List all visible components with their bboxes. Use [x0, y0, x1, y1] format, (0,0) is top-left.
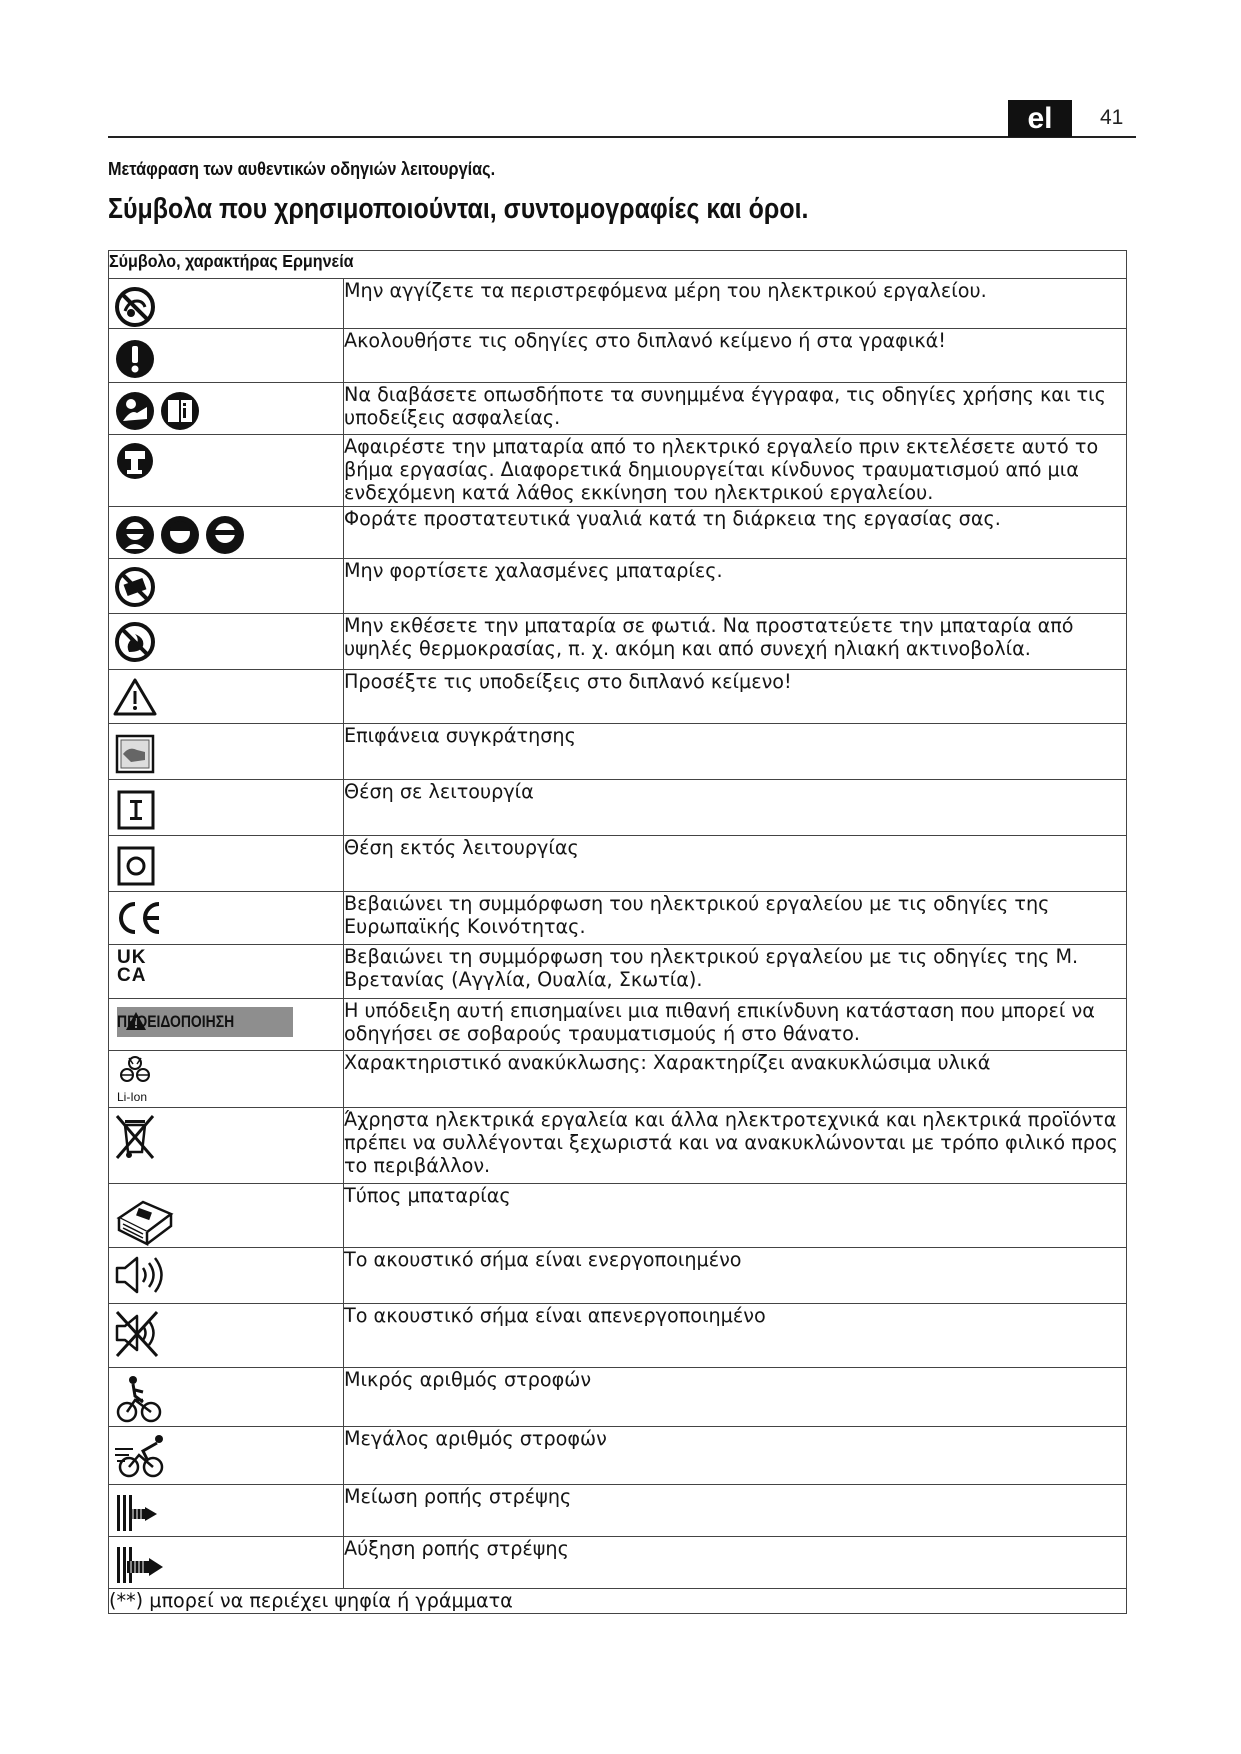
description-cell: Βεβαιώνει τη συμμόρφωση του ηλεκτρικού εργαλείου με τις οδηγίες της Μ. Βρετανίας (Αγγλία, Ουαλία, Σκωτία). — [344, 945, 1127, 999]
symbol-cell — [109, 892, 344, 945]
symbol-cell — [109, 836, 344, 892]
description-cell: Θέση σε λειτουργία — [344, 780, 1127, 836]
symbol-cell — [109, 1427, 344, 1485]
recycling-li-ion-icon — [113, 1055, 163, 1093]
description-cell: Τύπος μπαταρίας — [344, 1184, 1127, 1248]
switch-off-icon — [113, 840, 163, 888]
description-cell: Να διαβάσετε οπωσδήποτε τα συνημμένα έγγραφα, τις οδηγίες χρήσης και τις υποδείξεις ασφαλείας. — [344, 383, 1127, 435]
battery-pack-icon — [113, 1188, 175, 1246]
symbol-cell — [109, 559, 344, 614]
description-cell: Φοράτε προστατευτικά γυαλιά κατά τη διάρκεια της εργασίας σας. — [344, 507, 1127, 559]
description-cell: Μείωση ροπής στρέψης — [344, 1485, 1127, 1537]
symbol-cell — [109, 1184, 344, 1248]
switch-on-icon — [113, 784, 163, 832]
page-number: 41 — [1100, 106, 1124, 129]
warning-label-icon — [117, 1007, 293, 1037]
table-header-row — [109, 251, 1127, 279]
symbol-cell — [109, 724, 344, 780]
description-cell: Μην αγγίζετε τα περιστρεφόμενα μέρη του ηλεκτρικού εργαλείου. — [344, 279, 1127, 329]
table-row — [109, 670, 1127, 724]
description-cell: Βεβαιώνει τη συμμόρφωση του ηλεκτρικού εργαλείου με τις οδηγίες της Ευρωπαϊκής Κοινότητας. — [344, 892, 1127, 945]
table-row — [109, 507, 1127, 559]
table-row — [109, 724, 1127, 780]
description-cell: Μην εκθέσετε την μπαταρία σε φωτιά. Να προστατεύετε την μπαταρία από υψηλές θερμοκρασίας, π. χ. ακόμη και από συνεχή ηλιακή ακτινοβολία. — [344, 614, 1127, 670]
grip-surface-icon — [113, 728, 163, 776]
symbol-cell — [109, 507, 344, 559]
header-rule — [108, 136, 1136, 138]
description-cell: Αύξηση ροπής στρέψης — [344, 1537, 1127, 1589]
no-charge-damaged-battery-icon — [113, 563, 163, 609]
ce-mark-icon — [113, 896, 173, 942]
symbol-cell — [109, 1051, 344, 1108]
footnote-row — [109, 1589, 1127, 1614]
symbol-cell — [109, 1304, 344, 1368]
symbol-cell — [109, 1248, 344, 1304]
low-speed-bike-icon — [113, 1372, 167, 1424]
read-manual-icon — [113, 387, 213, 435]
description-cell: Το ακουστικό σήμα είναι ενεργοποιημένο — [344, 1248, 1127, 1304]
mandatory-exclamation-icon — [113, 333, 163, 381]
description-cell: Το ακουστικό σήμα είναι απενεργοποιημένο — [344, 1304, 1127, 1368]
symbol-cell — [109, 1485, 344, 1537]
table-header: Σύμβολο, χαρακτήρας Ερμηνεία — [109, 251, 1127, 279]
table-row — [109, 1051, 1127, 1108]
no-touch-rotating-parts-icon — [113, 283, 163, 327]
symbol-cell — [109, 329, 344, 383]
warning-label-text: ΠΡΟΕΙΔΟΠΟΙΗΣΗ — [117, 1012, 235, 1031]
table-row — [109, 614, 1127, 670]
symbol-cell — [109, 1108, 344, 1184]
table-row — [109, 945, 1127, 999]
description-cell: Η υπόδειξη αυτή επισημαίνει μια πιθανή επικίνδυνη κατάσταση που μπορεί να οδηγήσει σε σοβαρούς τραυματισμούς ή στο θάνατο. — [344, 999, 1127, 1051]
page-title: Σύμβολα που χρησιμοποιούνται, συντομογραφίες και όροι. — [108, 193, 809, 225]
description-cell: Ακολουθήστε τις οδηγίες στο διπλανό κείμενο ή στα γραφικά! — [344, 329, 1127, 383]
table-row — [109, 1108, 1127, 1184]
description-cell: Επιφάνεια συγκράτησης — [344, 724, 1127, 780]
ukca-mark-icon — [117, 949, 146, 985]
torque-decrease-icon — [113, 1489, 167, 1535]
symbol-cell — [109, 1368, 344, 1427]
sound-on-icon — [113, 1252, 167, 1298]
crossed-bin-icon — [113, 1112, 163, 1164]
table-row — [109, 1427, 1127, 1485]
symbol-cell — [109, 279, 344, 329]
description-cell: Θέση εκτός λειτουργίας — [344, 836, 1127, 892]
high-speed-bike-icon — [113, 1431, 173, 1481]
ukca-bottom-text: CA — [117, 965, 147, 986]
symbol-cell — [109, 1537, 344, 1589]
footnote: (**) μπορεί να περιέχει ψηφία ή γράμματα — [109, 1589, 1127, 1614]
li-ion-label: Li-Ion — [117, 1090, 148, 1104]
description-cell: Μην φορτίσετε χαλασμένες μπαταρίες. — [344, 559, 1127, 614]
protective-gear-icon — [113, 511, 253, 557]
table-row — [109, 999, 1127, 1051]
table-row — [109, 383, 1127, 435]
description-cell: Μικρός αριθμός στροφών — [344, 1368, 1127, 1427]
symbol-cell — [109, 945, 344, 999]
table-row — [109, 559, 1127, 614]
table-row — [109, 1184, 1127, 1248]
table-row — [109, 780, 1127, 836]
table-row — [109, 1304, 1127, 1368]
symbol-cell — [109, 614, 344, 670]
table-row — [109, 279, 1127, 329]
description-cell: Αφαιρέστε την μπαταρία από το ηλεκτρικό εργαλείο πριν εκτελέσετε αυτό το βήμα εργασίας. Διαφορετικά δημιουργείται κίνδυνος τραυματισμού από μια ενδεχόμενη κατά λάθος εκκίνηση του ηλεκτρικού εργαλείου. — [344, 435, 1127, 507]
symbol-cell — [109, 383, 344, 435]
description-cell: Χαρακτηριστικό ανακύκλωσης: Χαρακτηρίζει ανακυκλώσιμα υλικά — [344, 1051, 1127, 1108]
table-row — [109, 435, 1127, 507]
table-row — [109, 1368, 1127, 1427]
sound-off-icon — [113, 1308, 167, 1360]
symbol-cell — [109, 670, 344, 724]
description-cell: Προσέξτε τις υποδείξεις στο διπλανό κείμενο! — [344, 670, 1127, 724]
symbols-table — [108, 250, 1127, 1614]
symbol-cell — [109, 435, 344, 507]
symbol-cell — [109, 780, 344, 836]
table-row — [109, 1485, 1127, 1537]
table-row — [109, 1248, 1127, 1304]
symbol-cell — [109, 999, 344, 1051]
warning-triangle-icon — [113, 674, 163, 720]
ukca-top-text: UK — [117, 947, 147, 968]
table-row — [109, 836, 1127, 892]
language-badge: el — [1008, 100, 1072, 137]
description-cell: Άχρηστα ηλεκτρικά εργαλεία και άλλα ηλεκτροτεχνικά και ηλεκτρικά προϊόντα πρέπει να συλλέγονται ξεχωριστά και να ανακυκλώνονται με τρόπο φιλικό προς το περιβάλλον. — [344, 1108, 1127, 1184]
table-row — [109, 1537, 1127, 1589]
torque-increase-icon — [113, 1541, 167, 1587]
translation-note: Μετάφραση των αυθεντικών οδηγιών λειτουργίας. — [108, 158, 496, 179]
table-row — [109, 892, 1127, 945]
description-cell: Μεγάλος αριθμός στροφών — [344, 1427, 1127, 1485]
table-row — [109, 329, 1127, 383]
remove-battery-icon — [113, 439, 163, 483]
no-fire-battery-icon — [113, 618, 163, 664]
